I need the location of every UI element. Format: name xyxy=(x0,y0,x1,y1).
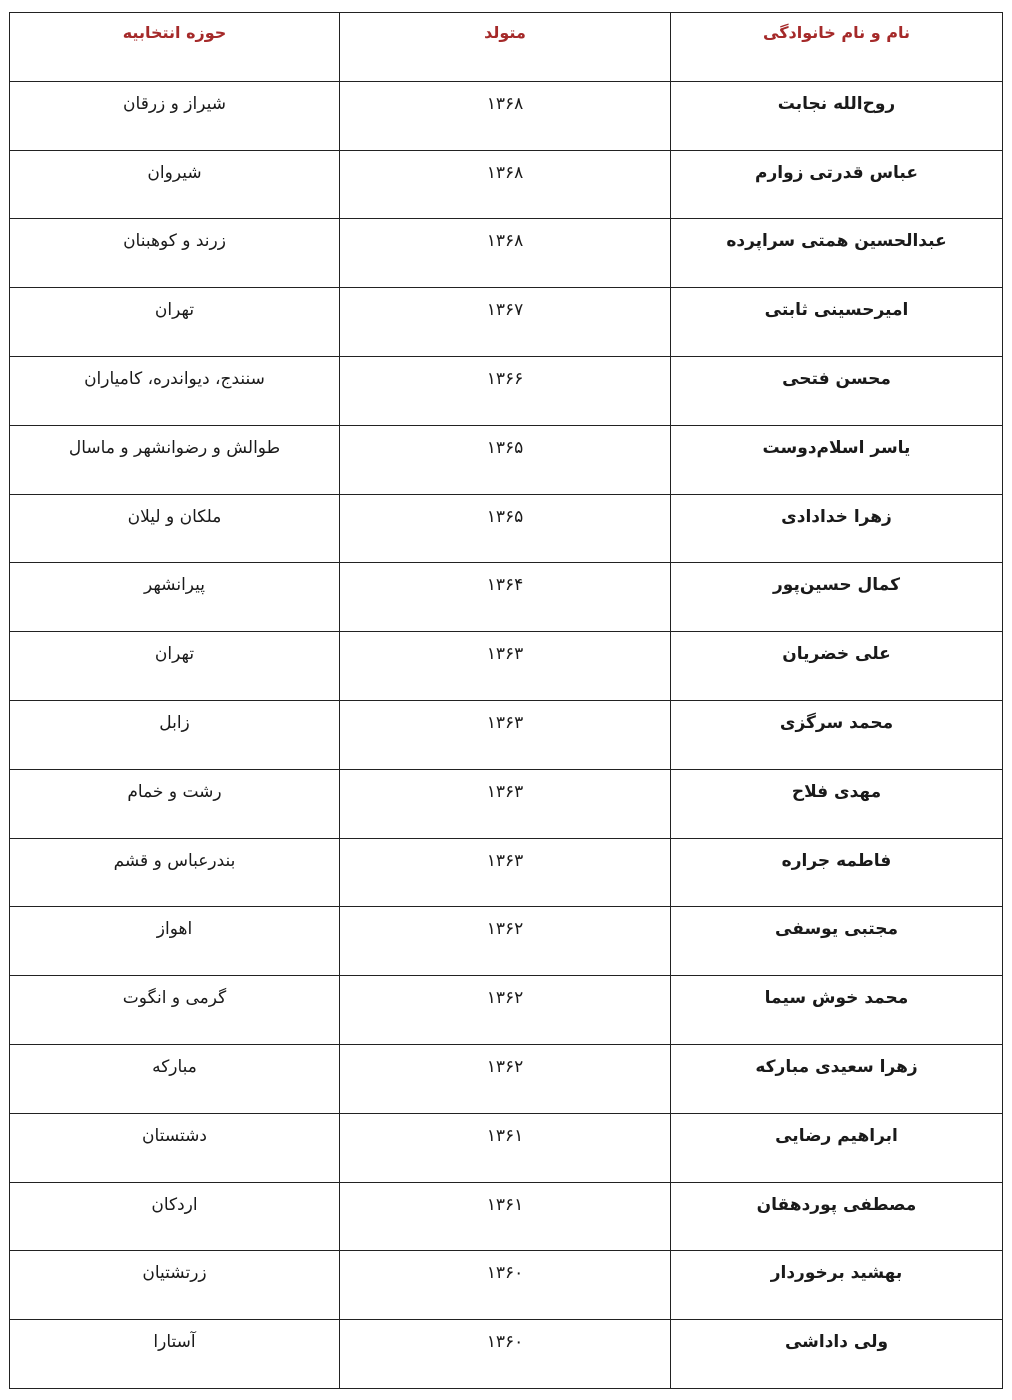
district-cell: تهران xyxy=(10,288,340,357)
birth-year-cell: ۱۳۶۵ xyxy=(340,425,671,494)
name-cell: مهدی فلاح xyxy=(671,769,1003,838)
table-row xyxy=(10,976,1003,1045)
name-cell: مجتبی یوسفی xyxy=(671,907,1003,976)
header-district: حوزه انتخابیه xyxy=(10,13,340,82)
table-row xyxy=(10,219,1003,288)
name-cell: محمد سرگزی xyxy=(671,700,1003,769)
table-row xyxy=(10,1182,1003,1251)
district-cell: رشت و خمام xyxy=(10,769,340,838)
district-cell: شیروان xyxy=(10,150,340,219)
birth-year-cell: ۱۳۶۲ xyxy=(340,976,671,1045)
district-cell: پیرانشهر xyxy=(10,563,340,632)
name-cell: محسن فتحی xyxy=(671,356,1003,425)
birth-year-cell: ۱۳۶۸ xyxy=(340,219,671,288)
birth-year-cell: ۱۳۶۸ xyxy=(340,81,671,150)
table-row xyxy=(10,632,1003,701)
birth-year-cell: ۱۳۶۶ xyxy=(340,356,671,425)
name-cell: زهرا سعیدی مبارکه xyxy=(671,1044,1003,1113)
name-cell: روح‌الله نجابت xyxy=(671,81,1003,150)
table-row xyxy=(10,425,1003,494)
district-cell: ملکان و لیلان xyxy=(10,494,340,563)
name-cell: عباس قدرتی زوارم xyxy=(671,150,1003,219)
birth-year-cell: ۱۳۶۱ xyxy=(340,1182,671,1251)
birth-year-cell: ۱۳۶۳ xyxy=(340,769,671,838)
district-cell: تهران xyxy=(10,632,340,701)
birth-year-cell: ۱۳۶۸ xyxy=(340,150,671,219)
birth-year-cell: ۱۳۶۰ xyxy=(340,1251,671,1320)
district-cell: آستارا xyxy=(10,1320,340,1389)
birth-year-cell: ۱۳۶۰ xyxy=(340,1320,671,1389)
name-cell: امیرحسینی ثابتی xyxy=(671,288,1003,357)
name-cell: مصطفی پوردهقان xyxy=(671,1182,1003,1251)
district-cell: زرتشتیان xyxy=(10,1251,340,1320)
table-row xyxy=(10,150,1003,219)
table-row xyxy=(10,1320,1003,1389)
table-row xyxy=(10,81,1003,150)
name-cell: یاسر اسلام‌دوست xyxy=(671,425,1003,494)
district-cell: بندرعباس و قشم xyxy=(10,838,340,907)
table-body xyxy=(10,81,1003,1388)
birth-year-cell: ۱۳۶۴ xyxy=(340,563,671,632)
birth-year-cell: ۱۳۶۷ xyxy=(340,288,671,357)
district-cell: اهواز xyxy=(10,907,340,976)
name-cell: بهشید برخوردار xyxy=(671,1251,1003,1320)
birth-year-cell: ۱۳۶۲ xyxy=(340,907,671,976)
name-cell: کمال حسین‌پور xyxy=(671,563,1003,632)
table-row xyxy=(10,907,1003,976)
table-row xyxy=(10,563,1003,632)
district-cell: گرمی و انگوت xyxy=(10,976,340,1045)
table-row xyxy=(10,1251,1003,1320)
name-cell: فاطمه جراره xyxy=(671,838,1003,907)
name-cell: علی خضریان xyxy=(671,632,1003,701)
name-cell: محمد خوش سیما xyxy=(671,976,1003,1045)
birth-year-cell: ۱۳۶۵ xyxy=(340,494,671,563)
name-cell: ابراهیم رضایی xyxy=(671,1113,1003,1182)
table-row xyxy=(10,769,1003,838)
name-cell: ولی داداشی xyxy=(671,1320,1003,1389)
header-name: نام و نام خانوادگی xyxy=(671,13,1003,82)
table-row xyxy=(10,494,1003,563)
district-cell: مبارکه xyxy=(10,1044,340,1113)
table-row xyxy=(10,838,1003,907)
district-cell: سنندج، دیواندره، کامیاران xyxy=(10,356,340,425)
header-born: متولد xyxy=(340,13,671,82)
district-cell: دشتستان xyxy=(10,1113,340,1182)
district-cell: طوالش و رضوانشهر و ماسال xyxy=(10,425,340,494)
table-header-row xyxy=(10,13,1003,82)
table-row xyxy=(10,356,1003,425)
table-row xyxy=(10,288,1003,357)
name-cell: عبدالحسین همتی سراپرده xyxy=(671,219,1003,288)
representatives-table-container xyxy=(9,12,1002,1389)
name-cell: زهرا خدادادی xyxy=(671,494,1003,563)
table-row xyxy=(10,700,1003,769)
district-cell: شیراز و زرقان xyxy=(10,81,340,150)
birth-year-cell: ۱۳۶۱ xyxy=(340,1113,671,1182)
representatives-table xyxy=(9,12,1003,1389)
birth-year-cell: ۱۳۶۲ xyxy=(340,1044,671,1113)
birth-year-cell: ۱۳۶۳ xyxy=(340,838,671,907)
district-cell: زرند و کوهبنان xyxy=(10,219,340,288)
district-cell: اردکان xyxy=(10,1182,340,1251)
district-cell: زابل xyxy=(10,700,340,769)
birth-year-cell: ۱۳۶۳ xyxy=(340,632,671,701)
birth-year-cell: ۱۳۶۳ xyxy=(340,700,671,769)
table-row xyxy=(10,1044,1003,1113)
table-row xyxy=(10,1113,1003,1182)
